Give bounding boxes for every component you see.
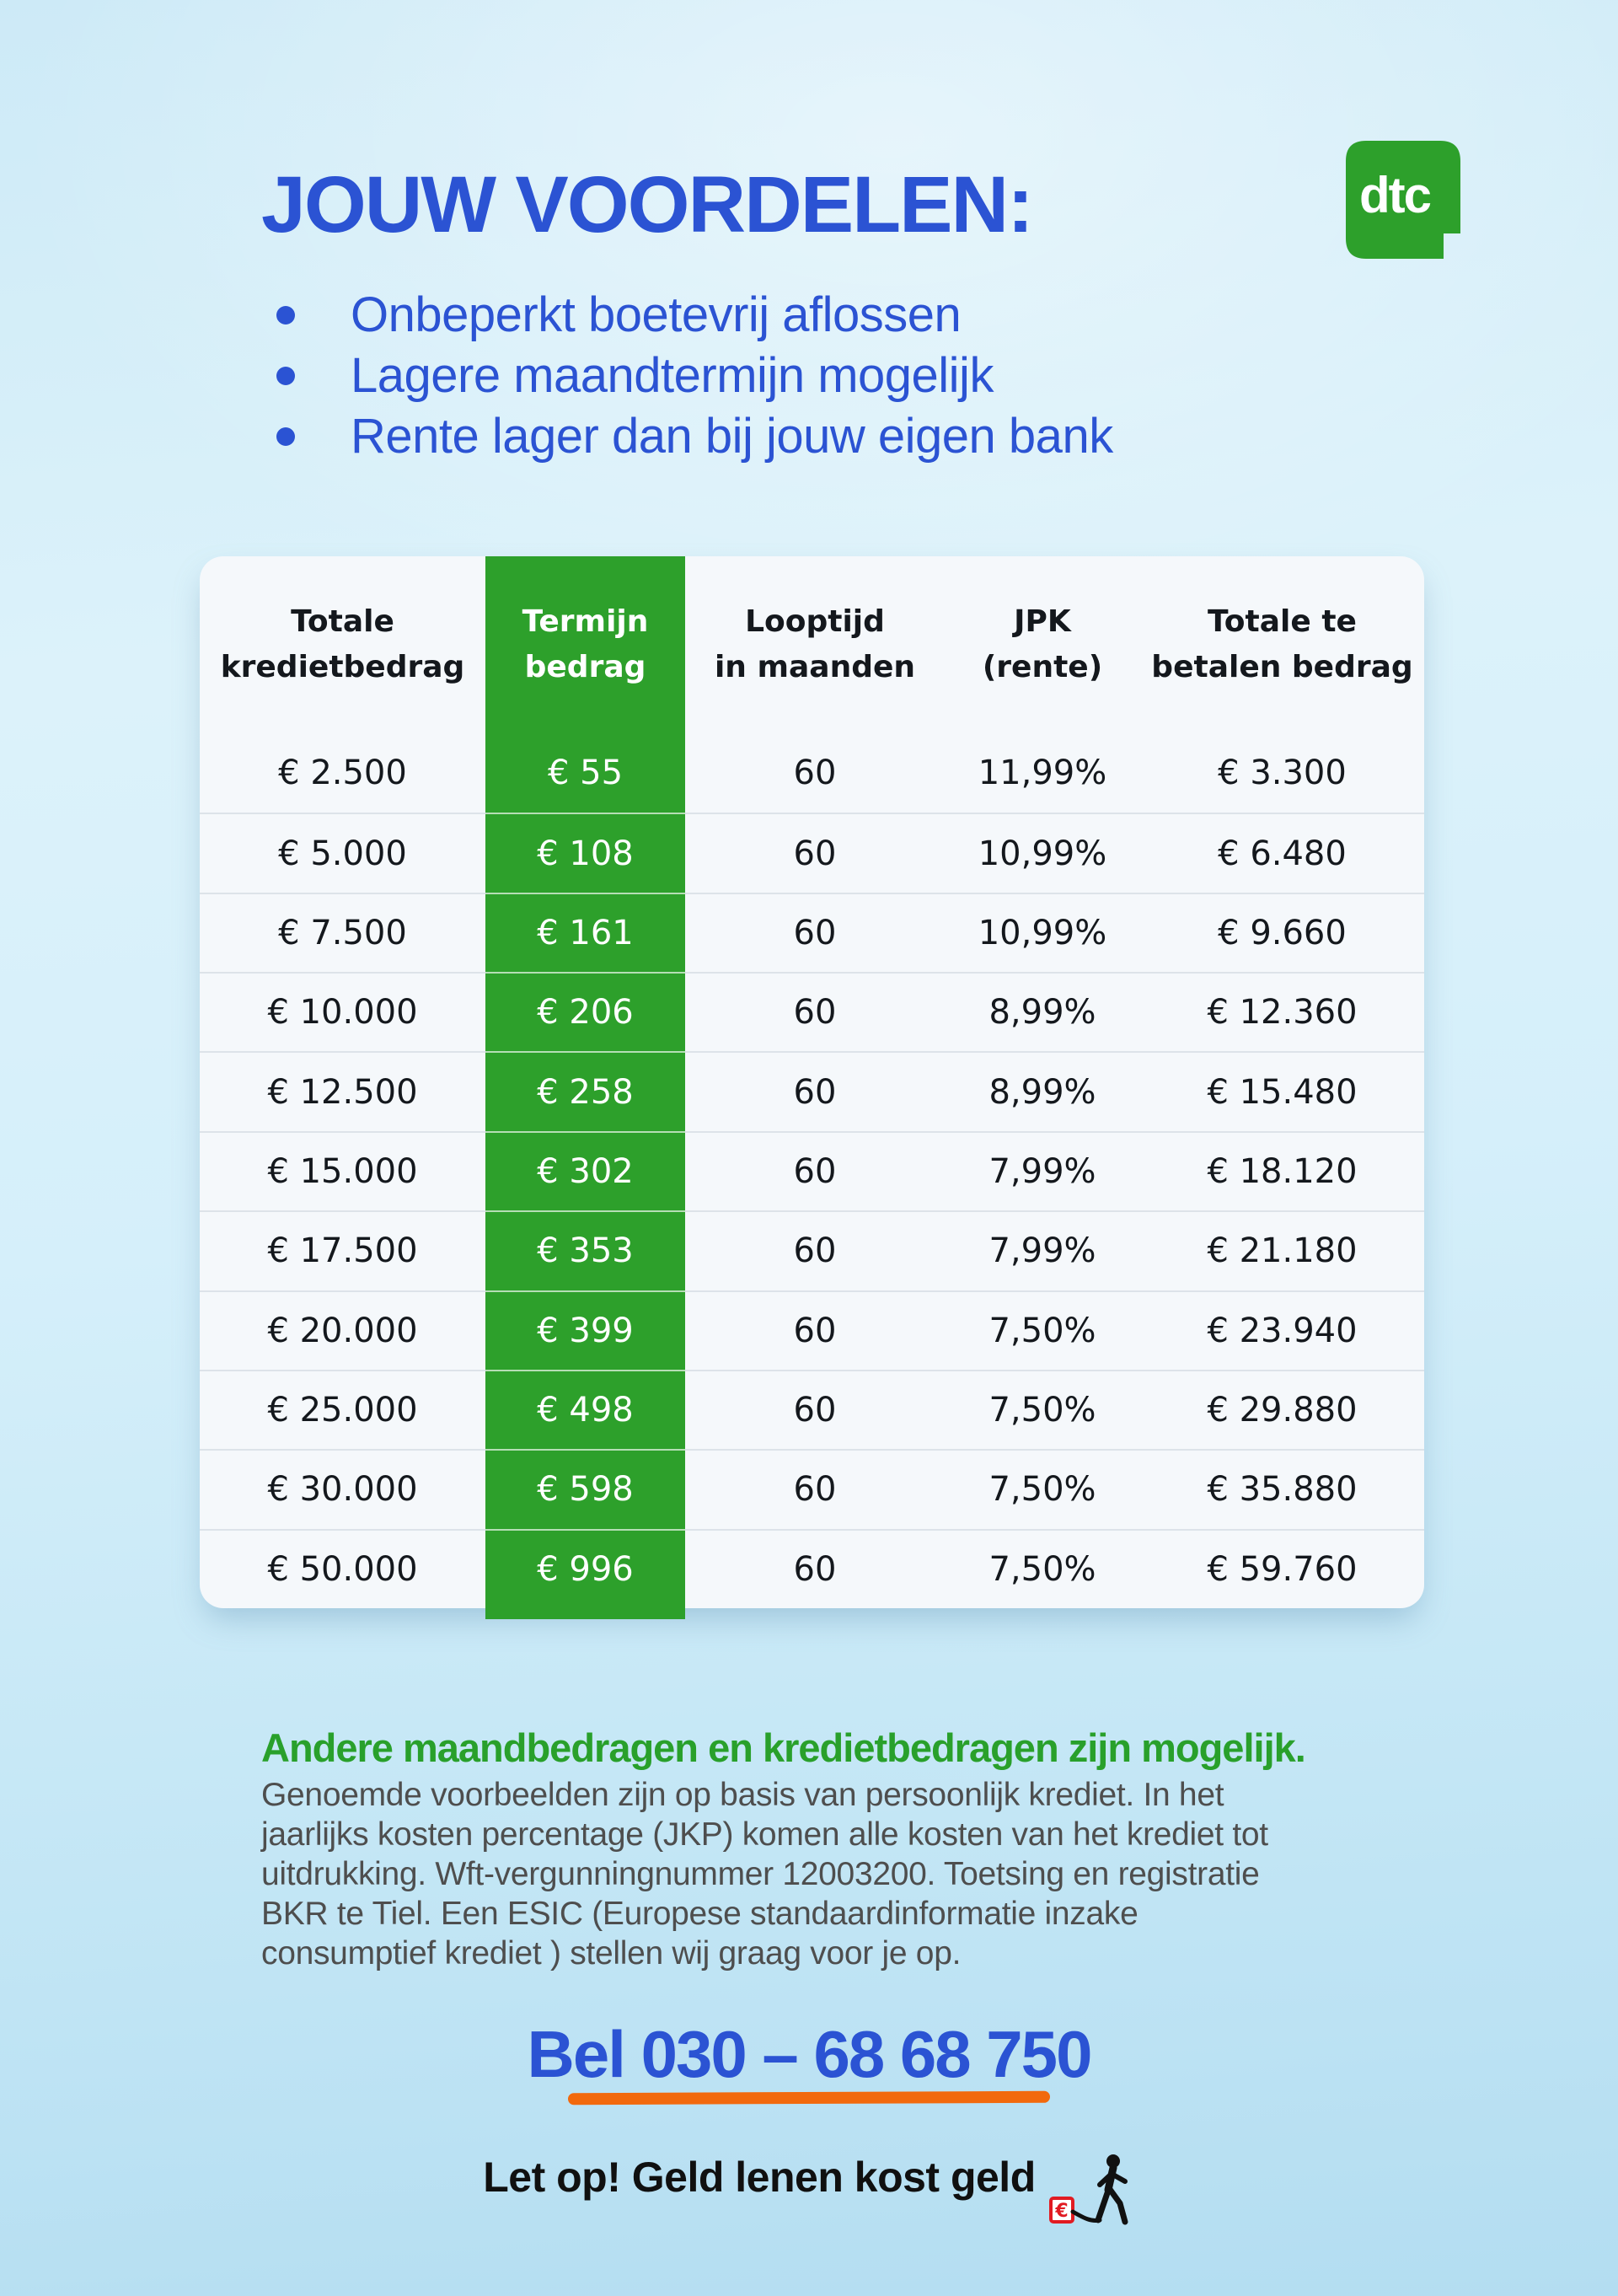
table-cell-highlight: € 996 (485, 1529, 685, 1608)
table-cell: 7,99% (945, 1210, 1140, 1290)
table-cell: 8,99% (945, 1051, 1140, 1130)
table-cell: € 25.000 (200, 1370, 485, 1449)
column-header-highlight: Termijn bedrag (485, 556, 685, 733)
table-cell: € 15.000 (200, 1131, 485, 1210)
other-amounts-note: Andere maandbedragen en kredietbedragen zijn mogelijk. (261, 1725, 1305, 1770)
table-cell: 60 (685, 972, 945, 1051)
list-item (276, 346, 1113, 406)
table-cell: 10,99% (945, 893, 1140, 972)
table-cell-highlight: € 498 (485, 1370, 685, 1449)
table-cell: € 50.000 (200, 1529, 485, 1608)
credit-warning-text: Let op! Geld lenen kost geld (483, 2154, 1036, 2201)
table-cell: 60 (685, 813, 945, 892)
table-cell-highlight: € 108 (485, 813, 685, 892)
table-cell: € 23.940 (1140, 1290, 1424, 1370)
column-header: Looptijd in maanden (714, 604, 916, 684)
table-cell-highlight: € 258 (485, 1051, 685, 1130)
table-cell: 8,99% (945, 972, 1140, 1051)
benefits-list (276, 285, 1113, 467)
table-cell: 60 (685, 1051, 945, 1130)
table-cell: € 21.180 (1140, 1210, 1424, 1290)
credit-table-card (200, 556, 1424, 1608)
benefit-text: Onbeperkt boetevrij aflossen (351, 287, 962, 342)
euro-warning-icon (1047, 2151, 1135, 2229)
table-cell: 7,50% (945, 1529, 1140, 1608)
table-cell: € 15.480 (1140, 1051, 1424, 1130)
dtc-logo (1346, 141, 1460, 259)
table-cell: 7,50% (945, 1449, 1140, 1528)
bullet-dot-icon (276, 427, 295, 446)
table-cell: € 3.300 (1218, 754, 1347, 793)
disclaimer-line: consumptief krediet ) stellen wij graag voor je op. (261, 1935, 962, 1971)
phone-underline-stroke (568, 2091, 1050, 2105)
disclaimer-line: BKR te Tiel. Een ESIC (Europese standaardinformatie inzake (261, 1896, 1138, 1932)
table-cell: € 10.000 (200, 972, 485, 1051)
table-cell: 60 (685, 1290, 945, 1370)
table-cell: 10,99% (945, 813, 1140, 892)
table-cell-highlight: € 161 (485, 893, 685, 972)
table-cell-highlight: € 598 (485, 1449, 685, 1528)
table-cell: € 35.880 (1140, 1449, 1424, 1528)
table-cell: 60 (793, 754, 837, 793)
table-cell: € 29.880 (1140, 1370, 1424, 1449)
table-cell: € 17.500 (200, 1210, 485, 1290)
table-cell-highlight: € 399 (485, 1290, 685, 1370)
table-cell: € 12.500 (200, 1051, 485, 1130)
green-column-tab (485, 1608, 685, 1619)
list-item (276, 285, 1113, 346)
column-header: Totale kredietbedrag (220, 604, 465, 684)
phone-call-line: Bel 030 – 68 68 750 (527, 2017, 1091, 2091)
table-cell: 60 (685, 1210, 945, 1290)
disclaimer-line: uitdrukking. Wft-vergunningnummer 12003200. Toetsing en registratie (261, 1856, 1260, 1892)
table-cell: 60 (685, 1370, 945, 1449)
table-cell: 7,99% (945, 1131, 1140, 1210)
table-cell: € 20.000 (200, 1290, 485, 1370)
list-item (276, 406, 1113, 467)
table-cell: € 7.500 (200, 893, 485, 972)
dtc-logo-text: dtc (1359, 167, 1430, 223)
benefit-text: Rente lager dan bij jouw eigen bank (351, 409, 1113, 464)
disclaimer-text (261, 1775, 1268, 1973)
credit-table (200, 556, 1424, 1608)
table-cell: 11,99% (978, 754, 1107, 793)
table-cell: € 5.000 (200, 813, 485, 892)
svg-text:€: € (1055, 2201, 1069, 2222)
table-cell-highlight: € 353 (485, 1210, 685, 1290)
table-cell: € 30.000 (200, 1449, 485, 1528)
table-cell: € 6.480 (1140, 813, 1424, 892)
page-title: JOUW VOORDELEN: (261, 160, 1032, 249)
table-cell: 60 (685, 1529, 945, 1608)
bullet-dot-icon (276, 306, 295, 325)
table-cell: 60 (685, 893, 945, 972)
disclaimer-line: jaarlijks kosten percentage (JKP) komen alle kosten van het krediet tot (261, 1816, 1268, 1853)
bullet-dot-icon (276, 367, 295, 385)
table-cell: € 9.660 (1140, 893, 1424, 972)
credit-warning (0, 2154, 1618, 2229)
table-cell-highlight: € 55 (485, 733, 685, 813)
table-cell: € 2.500 (278, 754, 407, 793)
column-header: Totale te betalen bedrag (1151, 604, 1413, 684)
benefit-text: Lagere maandtermijn mogelijk (351, 348, 994, 403)
table-cell: 60 (685, 1131, 945, 1210)
table-cell: 7,50% (945, 1290, 1140, 1370)
disclaimer-line: Genoemde voorbeelden zijn op basis van persoonlijk krediet. In het (261, 1777, 1224, 1813)
table-cell: 60 (685, 1449, 945, 1528)
table-cell: € 12.360 (1140, 972, 1424, 1051)
table-cell: € 18.120 (1140, 1131, 1424, 1210)
table-cell: € 59.760 (1140, 1529, 1424, 1608)
column-header: JPK (rente) (982, 604, 1103, 684)
table-cell-highlight: € 302 (485, 1131, 685, 1210)
table-cell-highlight: € 206 (485, 972, 685, 1051)
table-cell: 7,50% (945, 1370, 1140, 1449)
